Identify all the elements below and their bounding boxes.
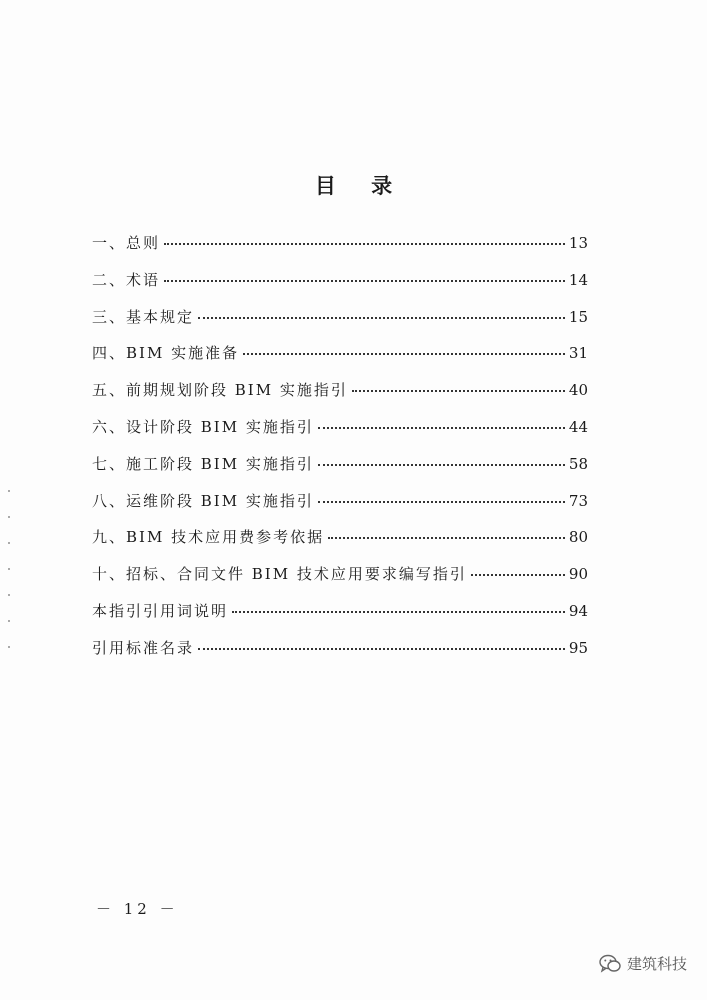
watermark (599, 953, 687, 974)
toc-entry-label: 四、BIM 实施准备 (92, 344, 240, 363)
toc-entry-page: 80 (568, 528, 588, 547)
toc-entry (92, 232, 588, 269)
toc-entry (92, 637, 588, 674)
toc-entry (92, 490, 588, 527)
watermark-text: 建筑科技 (626, 955, 687, 973)
toc-entry-label: 二、术语 (92, 270, 161, 289)
toc-dot-leader (198, 317, 565, 319)
toc-entry-label: 三、基本规定 (92, 307, 195, 326)
toc-entry-label: 七、施工阶段 BIM 实施指引 (92, 454, 314, 473)
toc-entry-page: 73 (568, 491, 588, 510)
toc-dot-leader (164, 280, 565, 282)
toc-entry (92, 306, 588, 343)
toc-entry (92, 453, 588, 490)
toc-dot-leader (318, 501, 565, 503)
toc-entry-page: 94 (568, 601, 588, 620)
page-number: － 12 － (96, 900, 179, 918)
toc-dot-leader (352, 390, 565, 392)
toc-entry-label: 八、运维阶段 BIM 实施指引 (92, 491, 314, 510)
toc-dot-leader (232, 611, 565, 613)
toc-dot-leader (471, 574, 565, 576)
toc-entry-label: 本指引引用词说明 (92, 601, 229, 620)
binding-margin-marks (8, 490, 11, 690)
toc-entry-label: 一、总则 (92, 234, 161, 252)
toc-dot-leader (328, 537, 565, 539)
toc-entry (92, 600, 588, 637)
toc-entry-page: 90 (568, 565, 588, 584)
toc-entry (92, 563, 588, 600)
toc-title: 目 录 (314, 174, 407, 198)
table-of-contents (92, 232, 588, 674)
toc-entry-label: 十、招标、合同文件 BIM 技术应用要求编写指引 (92, 565, 467, 584)
toc-entry (92, 342, 588, 379)
toc-entry-page: 14 (568, 270, 588, 289)
toc-entry-page: 95 (568, 638, 588, 657)
toc-entry-page: 44 (568, 417, 588, 436)
toc-entry (92, 526, 588, 563)
toc-entry-label: 九、BIM 技术应用费参考依据 (92, 528, 325, 547)
toc-entry-page: 13 (568, 234, 588, 252)
toc-entry-page: 58 (568, 454, 588, 473)
toc-entry (92, 416, 588, 453)
wechat-icon (599, 954, 621, 974)
toc-dot-leader (164, 243, 565, 245)
toc-entry (92, 269, 588, 306)
toc-entry-label: 六、设计阶段 BIM 实施指引 (92, 417, 314, 436)
toc-dot-leader (318, 427, 565, 429)
toc-entry-label: 五、前期规划阶段 BIM 实施指引 (92, 381, 348, 400)
toc-entry-label: 引用标准名录 (92, 638, 195, 657)
toc-entry-page: 31 (568, 344, 588, 363)
toc-entry-page: 15 (568, 307, 588, 326)
toc-entry-page: 40 (568, 381, 588, 400)
toc-entry (92, 379, 588, 416)
toc-dot-leader (243, 353, 565, 355)
toc-dot-leader (198, 648, 565, 650)
toc-dot-leader (318, 464, 565, 466)
